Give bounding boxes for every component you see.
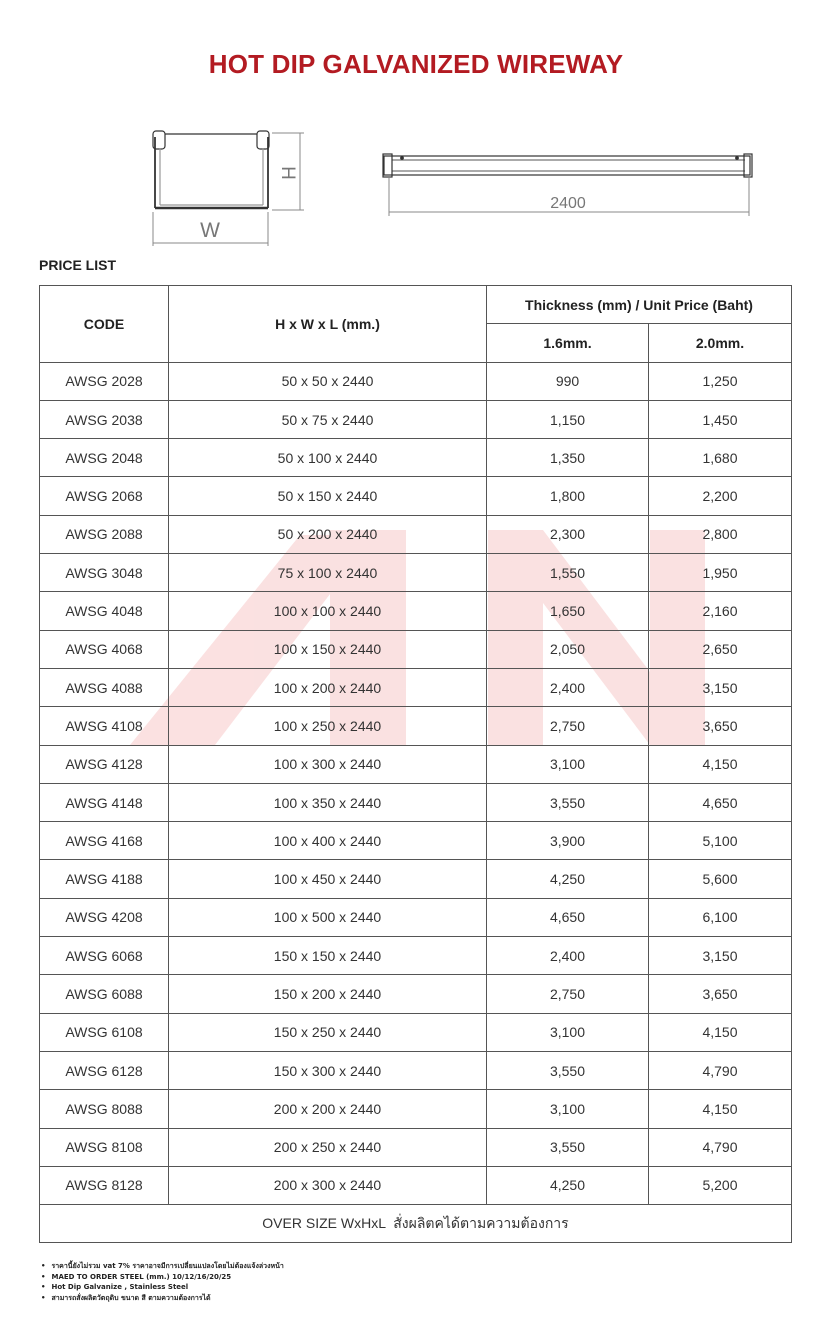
size-cell: 75 x 100 x 2440	[169, 554, 487, 592]
code-cell: AWSG 6088	[40, 975, 169, 1013]
price-2-0-cell: 5,600	[649, 860, 792, 898]
price-2-0-cell: 1,680	[649, 439, 792, 477]
price-1-6-cell: 2,400	[487, 937, 649, 975]
price-1-6-cell: 2,050	[487, 630, 649, 668]
price-1-6-cell: 3,550	[487, 1128, 649, 1166]
price-2-0-cell: 4,790	[649, 1128, 792, 1166]
price-1-6-cell: 1,800	[487, 477, 649, 515]
code-cell: AWSG 4148	[40, 783, 169, 821]
price-1-6-cell: 1,550	[487, 554, 649, 592]
size-cell: 100 x 300 x 2440	[169, 745, 487, 783]
size-cell: 50 x 50 x 2440	[169, 362, 487, 400]
size-cell: 50 x 100 x 2440	[169, 439, 487, 477]
table-row	[40, 1166, 792, 1204]
price-2-0-cell: 2,800	[649, 515, 792, 553]
price-2-0-cell: 3,150	[649, 668, 792, 706]
height-label: H	[276, 166, 298, 180]
price-1-6-cell: 2,300	[487, 515, 649, 553]
price-1-6-cell: 3,550	[487, 783, 649, 821]
size-cell: 150 x 300 x 2440	[169, 1051, 487, 1089]
price-2-0-cell: 1,250	[649, 362, 792, 400]
table-row	[40, 515, 792, 553]
table-row	[40, 1128, 792, 1166]
price-2-0-cell: 4,150	[649, 1090, 792, 1128]
size-cell: 150 x 200 x 2440	[169, 975, 487, 1013]
side-view-body	[384, 156, 750, 175]
price-1-6-cell: 2,750	[487, 707, 649, 745]
size-cell: 100 x 350 x 2440	[169, 783, 487, 821]
price-1-6-cell: 1,150	[487, 400, 649, 438]
size-cell: 150 x 250 x 2440	[169, 1013, 487, 1051]
size-cell: 200 x 300 x 2440	[169, 1166, 487, 1204]
price-1-6-cell: 2,400	[487, 668, 649, 706]
table-row	[40, 898, 792, 936]
price-2-0-cell: 1,950	[649, 554, 792, 592]
thickness-price-header: Thickness (mm) / Unit Price (Baht)	[487, 286, 792, 324]
price-1-6-cell: 4,250	[487, 1166, 649, 1204]
price-2-0-cell: 5,200	[649, 1166, 792, 1204]
code-cell: AWSG 4208	[40, 898, 169, 936]
table-row	[40, 860, 792, 898]
size-cell: 50 x 150 x 2440	[169, 477, 487, 515]
price-table-body	[40, 362, 792, 1205]
dimensions-header: H x W x L (mm.)	[169, 286, 487, 363]
price-table-header	[40, 286, 792, 363]
price-2-0-cell: 1,450	[649, 400, 792, 438]
code-cell: AWSG 2048	[40, 439, 169, 477]
price-1-6-cell: 1,650	[487, 592, 649, 630]
header-row-1	[40, 286, 792, 324]
note-item: • ราคานี้ยังไม่รวม vat 7% ราคาอาจมีการเปลี่ยนแปลงโดยไม่ต้องแจ้งล่วงหน้า	[41, 1261, 284, 1272]
code-cell: AWSG 4128	[40, 745, 169, 783]
code-cell: AWSG 4188	[40, 860, 169, 898]
price-2-0-cell: 3,150	[649, 937, 792, 975]
price-list-heading: PRICE LIST	[39, 257, 117, 273]
code-cell: AWSG 3048	[40, 554, 169, 592]
table-row	[40, 630, 792, 668]
product-drawings	[0, 120, 832, 250]
price-1-6-cell: 3,100	[487, 1013, 649, 1051]
price-1-6-cell: 4,650	[487, 898, 649, 936]
width-label: W	[200, 219, 220, 242]
size-cell: 50 x 75 x 2440	[169, 400, 487, 438]
code-header: CODE	[40, 286, 169, 363]
code-cell: AWSG 4048	[40, 592, 169, 630]
price-2-0-cell: 5,100	[649, 822, 792, 860]
price-1-6-cell: 3,550	[487, 1051, 649, 1089]
length-label: 2400	[550, 195, 586, 212]
oversize-note: OVER SIZE WxHxL สั่งผลิตคได้ตามความต้องการ	[40, 1205, 792, 1243]
code-cell: AWSG 2028	[40, 362, 169, 400]
size-cell: 100 x 500 x 2440	[169, 898, 487, 936]
table-row	[40, 1051, 792, 1089]
code-cell: AWSG 6068	[40, 937, 169, 975]
size-cell: 50 x 200 x 2440	[169, 515, 487, 553]
price-2-0-cell: 3,650	[649, 707, 792, 745]
table-row	[40, 745, 792, 783]
note-item: • Hot Dip Galvanize , Stainless Steel	[41, 1282, 284, 1293]
table-row	[40, 554, 792, 592]
thickness-1-6-header: 1.6mm.	[487, 324, 649, 362]
table-row	[40, 1090, 792, 1128]
price-2-0-cell: 2,160	[649, 592, 792, 630]
table-row	[40, 592, 792, 630]
code-cell: AWSG 4068	[40, 630, 169, 668]
price-1-6-cell: 2,750	[487, 975, 649, 1013]
code-cell: AWSG 4088	[40, 668, 169, 706]
size-cell: 150 x 150 x 2440	[169, 937, 487, 975]
size-cell: 100 x 200 x 2440	[169, 668, 487, 706]
size-cell: 100 x 400 x 2440	[169, 822, 487, 860]
side-view-drawing	[383, 154, 752, 177]
price-2-0-cell: 4,150	[649, 1013, 792, 1051]
side-view-right-rivet	[736, 157, 739, 160]
table-row	[40, 477, 792, 515]
code-cell: AWSG 8108	[40, 1128, 169, 1166]
note-item: • MAED TO ORDER STEEL (mm.) 10/12/16/20/25	[41, 1272, 284, 1283]
page-title: HOT DIP GALVANIZED WIREWAY	[208, 49, 624, 79]
price-2-0-cell: 4,790	[649, 1051, 792, 1089]
side-view-left-rivet	[401, 157, 404, 160]
thickness-2-0-header: 2.0mm.	[649, 324, 792, 362]
price-1-6-cell: 3,100	[487, 1090, 649, 1128]
table-row	[40, 362, 792, 400]
price-1-6-cell: 3,100	[487, 745, 649, 783]
price-2-0-cell: 4,150	[649, 745, 792, 783]
price-1-6-cell: 1,350	[487, 439, 649, 477]
price-2-0-cell: 6,100	[649, 898, 792, 936]
price-table-footer	[40, 1205, 792, 1243]
price-2-0-cell: 4,650	[649, 783, 792, 821]
price-2-0-cell: 2,200	[649, 477, 792, 515]
price-table	[39, 285, 792, 1243]
size-cell: 100 x 450 x 2440	[169, 860, 487, 898]
table-row	[40, 783, 792, 821]
price-2-0-cell: 3,650	[649, 975, 792, 1013]
table-row	[40, 937, 792, 975]
code-cell: AWSG 4168	[40, 822, 169, 860]
code-cell: AWSG 2088	[40, 515, 169, 553]
code-cell: AWSG 2068	[40, 477, 169, 515]
price-1-6-cell: 4,250	[487, 860, 649, 898]
code-cell: AWSG 8128	[40, 1166, 169, 1204]
notes-list	[41, 1261, 284, 1303]
table-row	[40, 707, 792, 745]
table-row	[40, 975, 792, 1013]
side-view-right-cap	[744, 154, 752, 177]
table-row	[40, 668, 792, 706]
size-cell: 200 x 250 x 2440	[169, 1128, 487, 1166]
code-cell: AWSG 4108	[40, 707, 169, 745]
size-cell: 200 x 200 x 2440	[169, 1090, 487, 1128]
price-1-6-cell: 990	[487, 362, 649, 400]
size-cell: 100 x 150 x 2440	[169, 630, 487, 668]
cross-section-drawing	[153, 131, 269, 208]
table-row	[40, 822, 792, 860]
code-cell: AWSG 6108	[40, 1013, 169, 1051]
code-cell: AWSG 8088	[40, 1090, 169, 1128]
price-1-6-cell: 3,900	[487, 822, 649, 860]
size-cell: 100 x 250 x 2440	[169, 707, 487, 745]
price-2-0-cell: 2,650	[649, 630, 792, 668]
table-row	[40, 1013, 792, 1051]
size-cell: 100 x 100 x 2440	[169, 592, 487, 630]
code-cell: AWSG 2038	[40, 400, 169, 438]
table-row	[40, 439, 792, 477]
note-item: • สามารถสั่งผลิตวัตถุดิบ ขนาด สี ตามความต้องการได้	[41, 1293, 284, 1304]
code-cell: AWSG 6128	[40, 1051, 169, 1089]
oversize-row	[40, 1205, 792, 1243]
table-row	[40, 400, 792, 438]
